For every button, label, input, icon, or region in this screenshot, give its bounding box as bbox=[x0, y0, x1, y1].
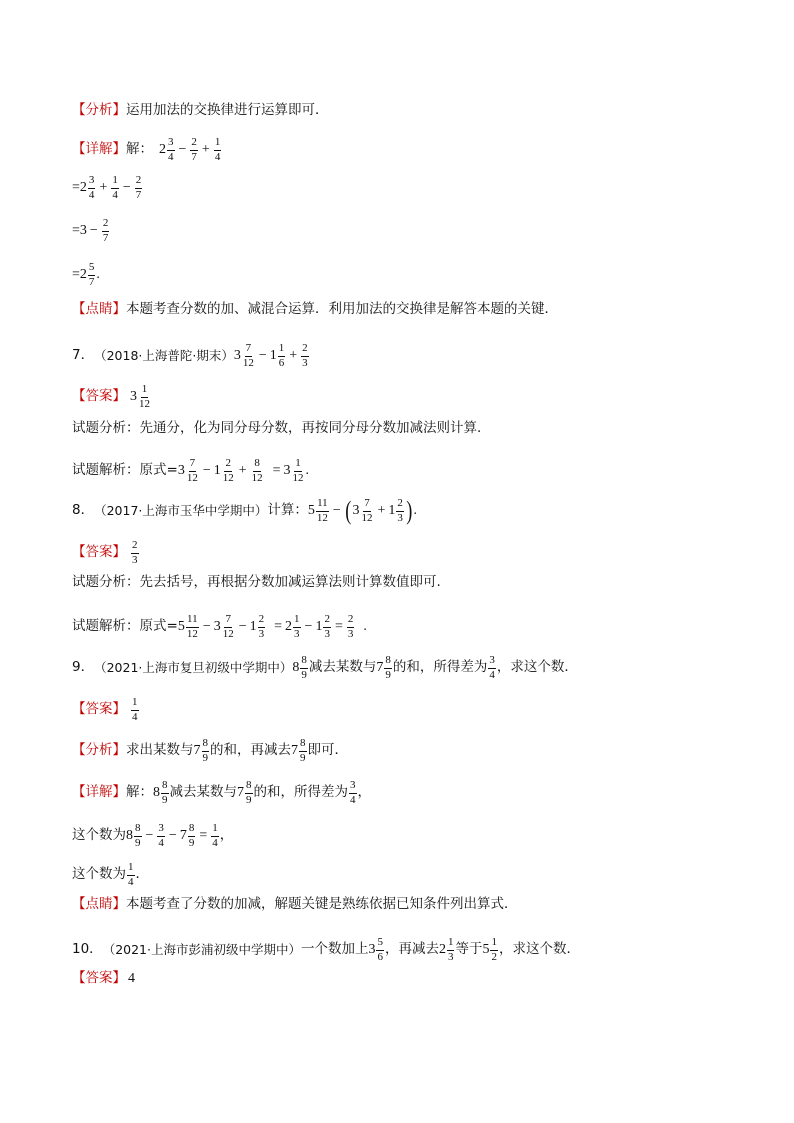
step-line-3 bbox=[72, 262, 100, 288]
analysis-tag: 【分析】 bbox=[72, 742, 126, 759]
answer-tag: 【答案】 bbox=[72, 701, 126, 718]
fraction: $\frac{2}{7}$ bbox=[191, 136, 197, 163]
solution-9: 【详解】 解： 8 8 9 减去某数与 7 8 9 的和，所得差为 3 4 ， bbox=[72, 779, 371, 806]
answer-10 bbox=[72, 972, 135, 986]
fraction: $\frac{1}{4}$ bbox=[212, 822, 218, 849]
fraction: 3 4 bbox=[350, 779, 356, 806]
fraction: 8 9 bbox=[202, 737, 208, 764]
analysis-text: 运用加法的交换律进行运算即可． bbox=[126, 102, 329, 118]
solution-9-result: 这个数为 1 4 ． bbox=[72, 861, 149, 888]
fraction: 1 12 bbox=[139, 383, 150, 410]
expression: 3 7 12 − 1 2 12 + $\frac{8}{12}$ = 3 1 12 . bbox=[177, 457, 310, 484]
derivation-7: 试题解析： 原式= 3 7 12 − 1 2 12 + $\frac{8}{12}$ = 3 1 12 . bbox=[72, 457, 310, 484]
fraction: 1 3 bbox=[294, 613, 300, 640]
fraction: $\frac{1}{4}$ bbox=[214, 136, 221, 163]
fraction: 11 12 bbox=[316, 497, 328, 524]
remark-tag: 【点睛】 bbox=[72, 301, 126, 317]
answer-7 bbox=[72, 384, 152, 410]
analysis-line-6 bbox=[72, 104, 329, 118]
fraction: $\frac{2}{3}$ bbox=[347, 613, 354, 640]
fraction: 1 3 bbox=[447, 936, 454, 963]
fraction: 2 12 bbox=[222, 457, 234, 484]
fraction: 3 4 bbox=[489, 654, 495, 681]
answer-value bbox=[130, 697, 140, 723]
analysis-tag: 【分析】 bbox=[72, 102, 126, 118]
analysis-text: 先去括号，再根据分数加减运算法则计算数值即可. bbox=[139, 574, 441, 590]
answer-value bbox=[130, 540, 140, 566]
fraction: 3 4 bbox=[168, 136, 174, 163]
expression: 5 11 12 − ( 3 7 12 + 1 2 3 ) . bbox=[307, 496, 418, 526]
fraction: $\frac{8}{9}$ bbox=[188, 822, 195, 849]
answer-8 bbox=[72, 540, 140, 566]
fraction: 1 4 bbox=[132, 696, 138, 723]
step-line-2 bbox=[72, 218, 110, 244]
derivation-label: 试题解析： bbox=[72, 618, 140, 635]
question-source: （2021·上海市彭浦初级中学期中） bbox=[102, 941, 301, 957]
analysis-label: 试题分析： bbox=[72, 574, 140, 590]
fraction: 3 4 bbox=[88, 174, 95, 201]
derivation-8: 试题解析： 原式= 5 11 12 − 3 7 12 − 1 $\frac{2}{3}$ = 2 1 3 − 1 $\frac{2}{3}$ = $\frac{2}{3}$ . bbox=[72, 613, 367, 640]
fraction: 1 6 bbox=[278, 342, 285, 369]
fraction: 8 9 bbox=[246, 779, 252, 806]
fraction: $\frac{2}{3}$ bbox=[302, 342, 308, 369]
fraction: 8 9 bbox=[300, 737, 306, 764]
fraction: $\frac{8}{12}$ bbox=[251, 457, 263, 484]
fraction: 1 2 bbox=[491, 936, 497, 963]
remark-tag: 【点睛】 bbox=[72, 896, 126, 912]
answer-value: 4 bbox=[128, 971, 135, 986]
question-7 bbox=[72, 343, 310, 369]
fraction: 7 12 bbox=[242, 342, 254, 369]
fraction: 8 9 bbox=[385, 654, 391, 681]
expression: = 2 3 4 + $\frac{1}{4}$ − $\frac{2}{7}$ bbox=[72, 174, 142, 201]
question-number: 8． bbox=[72, 502, 95, 519]
question-9: 9． （2021·上海市复旦初级中学期中） 8 8 9 减去某数与 7 8 9 的和，所得差为 3 4 ，求这个数． bbox=[72, 654, 578, 681]
fraction: 1 4 bbox=[128, 861, 134, 888]
fraction: 8 9 bbox=[135, 822, 141, 849]
fraction: 5 7 bbox=[88, 261, 95, 288]
question-source: （2018·上海普陀·期末） bbox=[94, 347, 234, 363]
question-source: （2021·上海市复旦初级中学期中） bbox=[94, 659, 293, 675]
answer-value: 3 1 12 bbox=[130, 383, 150, 410]
expression: 2 3 4 − $\frac{2}{7}$ + $\frac{1}{4}$ bbox=[159, 136, 221, 163]
answer-tag: 【答案】 bbox=[72, 544, 126, 561]
question-source: （2017·上海市玉华中学期中） bbox=[94, 502, 268, 518]
fraction: 5 6 bbox=[377, 936, 383, 963]
fraction: $\frac{1}{4}$ bbox=[112, 174, 118, 201]
answer-tag: 【答案】 bbox=[72, 970, 126, 987]
remark-text: 本题考查分数的加、减混合运算．利用加法的交换律是解答本题的关键． bbox=[126, 301, 558, 317]
derivation-label: 试题解析： bbox=[72, 462, 140, 479]
question-8: 8． （2017·上海市玉华中学期中） 计算： 5 11 12 − ( 3 7 12 + 1 2 3 ) . bbox=[72, 496, 418, 526]
fraction: $\frac{2}{3}$ bbox=[258, 613, 265, 640]
fraction: 11 12 bbox=[186, 613, 198, 640]
fraction: 1 12 bbox=[292, 457, 304, 484]
solution-text: 解： bbox=[126, 141, 153, 158]
solution-line-6 bbox=[72, 137, 222, 163]
fraction: 7 12 bbox=[361, 497, 373, 524]
answer-9 bbox=[72, 697, 140, 723]
analysis-9: 【分析】 求出某数与 7 8 9 的和，再减去 7 8 9 即可． bbox=[72, 737, 348, 764]
expression: 8 8 9 − $\frac{3}{4}$ − 7 $\frac{8}{9}$ = $\frac{1}{4}$ bbox=[126, 822, 218, 849]
expression: = 3 − $\frac{2}{7}$ bbox=[72, 217, 109, 244]
step-line-1 bbox=[72, 175, 143, 201]
fraction: 8 9 bbox=[162, 779, 168, 806]
analysis-8 bbox=[72, 576, 441, 590]
question-number: 10． bbox=[72, 941, 103, 958]
analysis-7 bbox=[72, 422, 481, 436]
remark-text: 本题考查了分数的加减，解题关键是熟练依据已知条件列出算式． bbox=[126, 896, 518, 912]
fraction: 7 12 bbox=[222, 613, 234, 640]
fraction: 8 9 bbox=[301, 654, 307, 681]
fraction: 7 12 bbox=[186, 457, 198, 484]
remark-line-6 bbox=[72, 303, 558, 317]
fraction: 2 3 bbox=[397, 497, 403, 524]
expression: 5 11 12 − 3 7 12 − 1 $\frac{2}{3}$ = 2 1 3 − 1 $\frac{2}{3}$ = $\frac{2}{3}$ . bbox=[177, 613, 367, 640]
fraction: 2 3 bbox=[132, 539, 138, 566]
solution-9-step: 这个数为 8 8 9 − $\frac{3}{4}$ − 7 $\frac{8}{9}$ = $\frac{1}{4}$ ， bbox=[72, 822, 234, 849]
question-number: 9． bbox=[72, 659, 95, 676]
analysis-label: 试题分析： bbox=[72, 420, 140, 436]
fraction: $\frac{3}{4}$ bbox=[158, 822, 164, 849]
fraction: $\frac{2}{3}$ bbox=[324, 613, 330, 640]
question-10: 10． （2021·上海市彭浦初级中学期中） 一个数加上 3 5 6 ，再减去 2 1 3 等于 5 1 2 ，求这个数． bbox=[72, 936, 580, 963]
question-number: 7． bbox=[72, 347, 95, 364]
remark-9 bbox=[72, 898, 518, 912]
solution-tag: 【详解】 bbox=[72, 784, 126, 801]
expression: 3 7 12 − 1 1 6 + $\frac{2}{3}$ bbox=[233, 342, 308, 369]
fraction: $\frac{2}{7}$ bbox=[135, 174, 142, 201]
expression: = 2 5 7 . bbox=[72, 261, 100, 288]
answer-tag: 【答案】 bbox=[72, 388, 126, 405]
fraction: $\frac{2}{7}$ bbox=[102, 217, 109, 244]
solution-tag: 【详解】 bbox=[72, 141, 126, 158]
analysis-text: 先通分，化为同分母分数，再按同分母分数加减法则计算. bbox=[139, 420, 482, 436]
